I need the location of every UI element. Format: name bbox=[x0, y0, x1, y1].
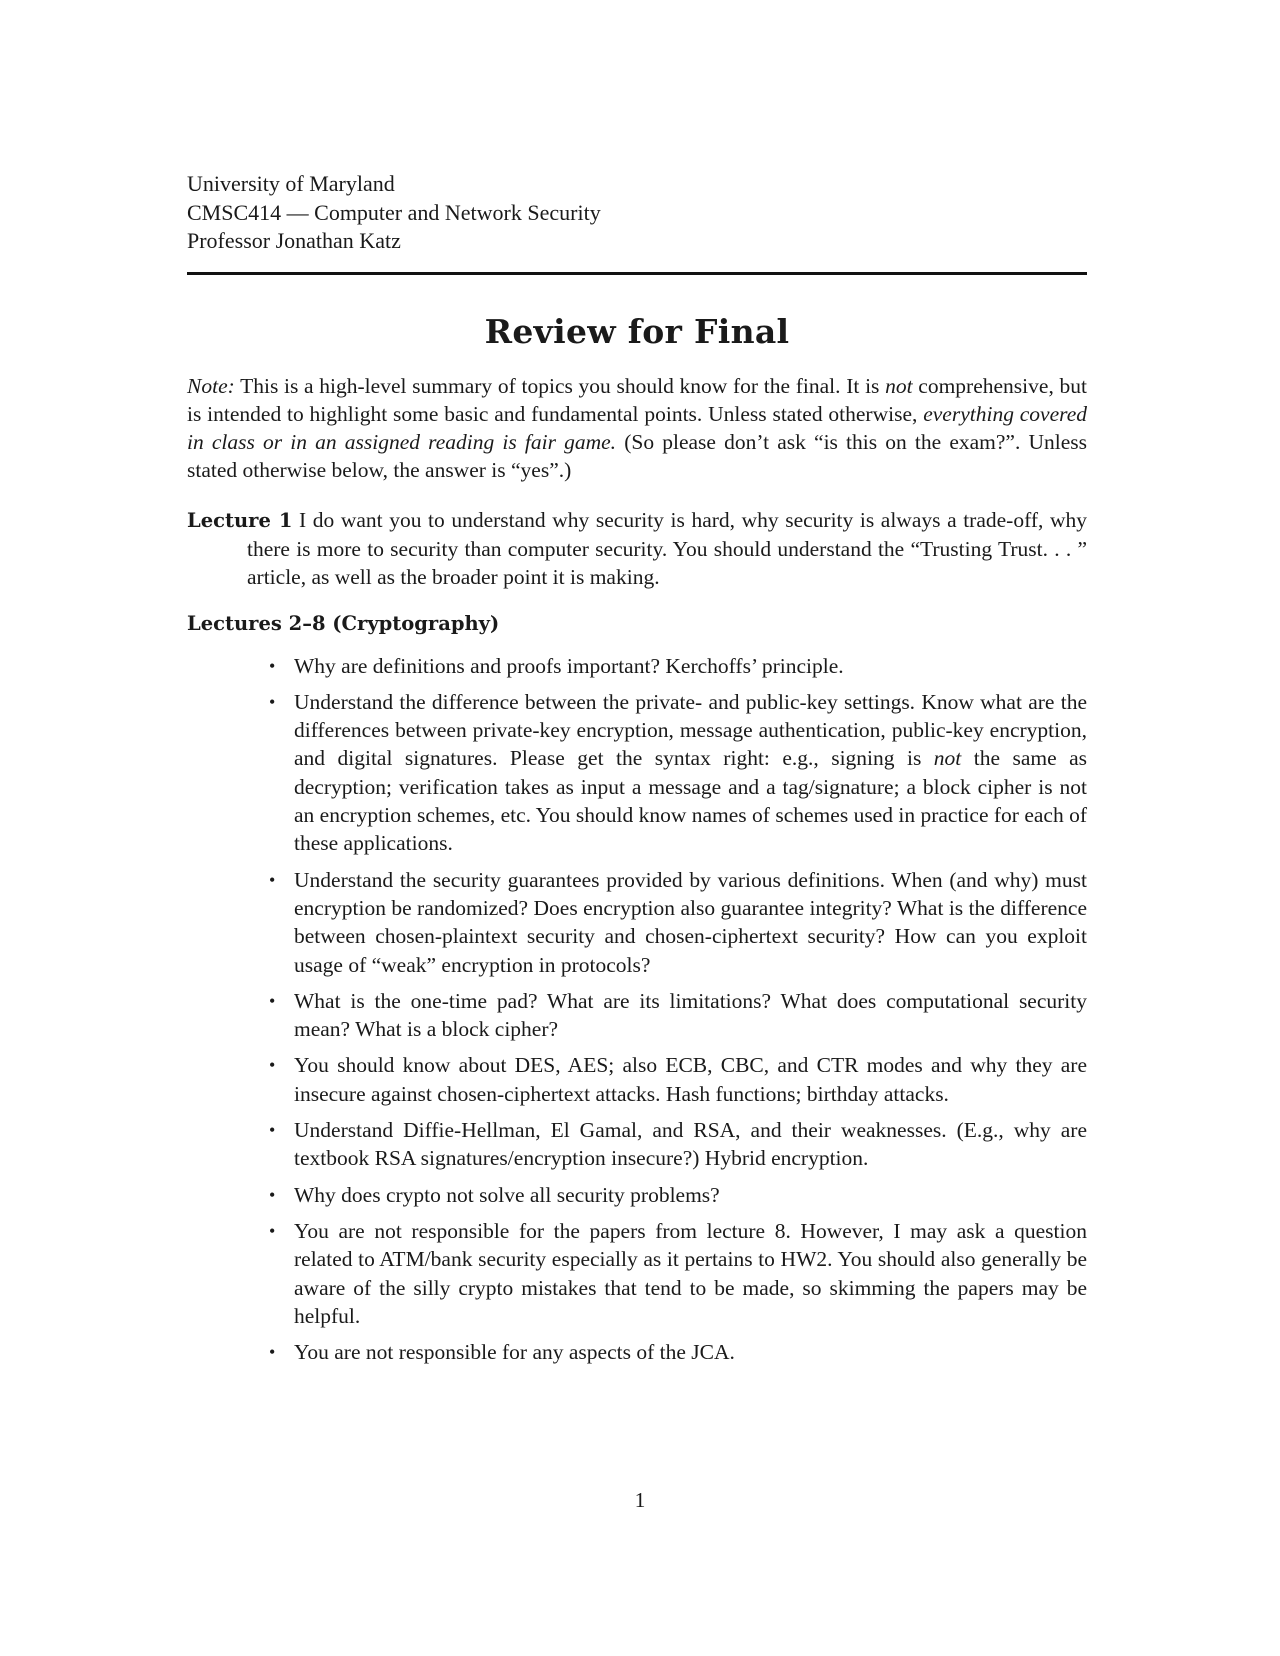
list-item-text: the same as decryption; verification takes as input a message and a tag/signature; a block cipher is not an encryption schemes, etc. You should know names of schemes used in practice for each of these applications. bbox=[294, 746, 1087, 856]
list-item-text: Understand the difference between the private- and public-key settings. Know what are the differences between private-key encryption, message authentication, public-key encryption, and digital signatures. Please get the syntax right: e.g., signing is bbox=[294, 689, 1087, 771]
university-name: University of Maryland bbox=[187, 171, 395, 196]
list-item-text: Understand Diffie-Hellman, El Gamal, and RSA, and their weaknesses. (E.g., why are textbook RSA signatures/encryption insecure?) Hybrid encryption. bbox=[294, 1118, 1087, 1171]
note-emphasis-1: not bbox=[885, 373, 913, 398]
list-item-text: You are not responsible for the papers from lecture 8. However, I may ask a question related to ATM/bank security especially as it pertains to HW2. You should also generally be aware of the silly crypto mistakes that tend to be made, so skimming the papers may be helpful. bbox=[294, 1218, 1087, 1328]
list-item-text: Why does crypto not solve all security problems? bbox=[294, 1182, 720, 1207]
document-header bbox=[187, 170, 1087, 256]
list-item bbox=[269, 987, 1087, 1044]
list-item-text: What is the one-time pad? What are its limitations? What does computational security mean? What is a block cipher? bbox=[294, 988, 1087, 1042]
professor-name: Professor Jonathan Katz bbox=[187, 228, 401, 253]
bullet-icon: • bbox=[269, 1342, 276, 1363]
course-title: CMSC414 — Computer and Network Security bbox=[187, 199, 601, 225]
crypto-section-heading: Lectures 2–8 (Cryptography) bbox=[187, 611, 500, 635]
bullet-icon: • bbox=[269, 869, 276, 890]
list-item-text: Why are definitions and proofs important? Kerchoffs’ principle. bbox=[294, 653, 844, 678]
document-page bbox=[187, 170, 1087, 1374]
list-item-emphasis: not bbox=[933, 746, 962, 771]
bullet-icon: • bbox=[269, 655, 276, 676]
list-item bbox=[269, 688, 1087, 858]
lecture-1-label: Lecture 1 bbox=[187, 508, 293, 532]
list-item bbox=[269, 652, 1087, 680]
note-emphasis-2: everything covered in class or in an assigned reading is fair game. bbox=[187, 401, 1087, 455]
note-text-2: comprehensive, but is intended to highlight some basic and fundamental points. Unless stated otherwise, bbox=[187, 373, 1087, 426]
bullet-icon: • bbox=[269, 990, 276, 1011]
list-item-text: You are not responsible for any aspects of the JCA. bbox=[294, 1340, 735, 1365]
note-text-1: This is a high-level summary of topics you should know for the final. It is bbox=[234, 373, 886, 398]
list-item bbox=[269, 1051, 1087, 1108]
note-paragraph bbox=[187, 372, 1087, 485]
list-item bbox=[269, 866, 1087, 979]
list-item bbox=[269, 1217, 1087, 1330]
list-item bbox=[269, 1181, 1087, 1209]
note-text-3: (So please don’t ask “is this on the exam?”. Unless stated otherwise below, the answer is “yes”.) bbox=[187, 430, 1088, 483]
bullet-icon: • bbox=[269, 1055, 276, 1076]
bullet-icon: • bbox=[269, 691, 276, 712]
list-item bbox=[269, 1116, 1087, 1173]
list-item-text: You should know about DES, AES; also ECB, CBC, and CTR modes and why they are insecure against chosen-ciphertext attacks. Hash functions; birthday attacks. bbox=[294, 1053, 1087, 1106]
bullet-icon: • bbox=[269, 1120, 276, 1141]
header-rule bbox=[187, 272, 1087, 275]
crypto-topic-list bbox=[187, 652, 1087, 1367]
bullet-icon: • bbox=[269, 1184, 276, 1205]
page-title: Review for Final bbox=[484, 311, 790, 351]
note-label: Note: bbox=[187, 373, 235, 398]
bullet-icon: • bbox=[269, 1220, 276, 1241]
lecture-1-paragraph bbox=[187, 506, 1087, 592]
list-item bbox=[269, 1338, 1087, 1366]
list-item-text: Understand the security guarantees provided by various definitions. When (and why) must encryption be randomized? Does encryption also guarantee integrity? What is the difference between chosen-plaintext security and chosen-ciphertext security? How can you exploit usage of “weak” encryption in protocols? bbox=[294, 867, 1087, 977]
page-number: 1 bbox=[634, 1488, 646, 1512]
lecture-1-text: I do want you to understand why security is hard, why security is always a trade-off, why there is more to security than computer security. You should understand the “Trusting Trust. . . ” article, as well as the broader point it is making. bbox=[247, 507, 1087, 590]
